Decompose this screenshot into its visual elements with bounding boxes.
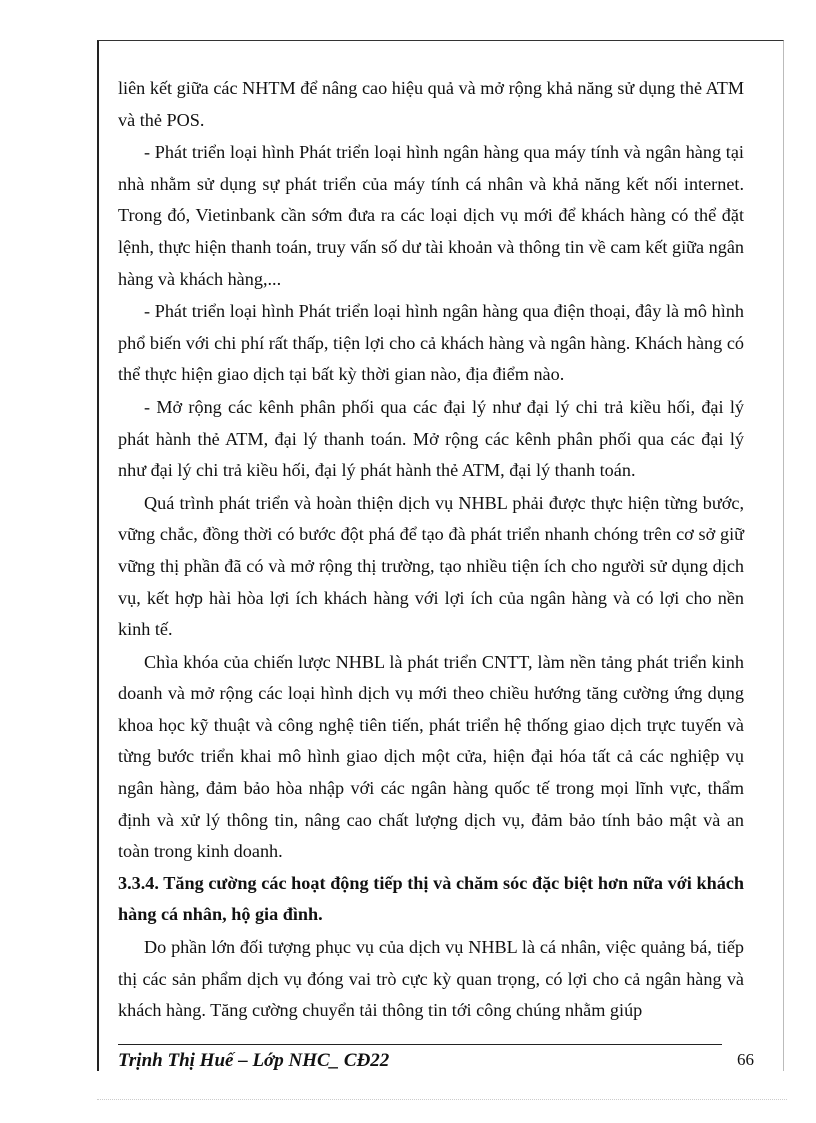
section-heading: 3.3.4. Tăng cường các hoạt động tiếp thị và chăm sóc đặc biệt hơn nữa với khách hàng cá nhân, hộ gia đình. (118, 872, 744, 925)
document-body (118, 73, 744, 1027)
paragraph-distribution-channels: - Mở rộng các kênh phân phối qua các đại lý như đại lý chi trả kiều hối, đại lý phát hành thẻ ATM, đại lý thanh toán. Mở rộng các kênh phân phối qua các đại lý như đại lý chi trả kiều hối, đại lý phát hành thẻ ATM, đại lý thanh toán. (118, 396, 744, 481)
footer-divider (118, 1044, 722, 1045)
paragraph-atm-pos: liên kết giữa các NHTM để nâng cao hiệu quả và mở rộng khả năng sử dụng thẻ ATM và thẻ POS. (118, 78, 744, 130)
bottom-dotted-rule (97, 1099, 787, 1100)
paragraph-phone-banking: - Phát triển loại hình Phát triển loại hình ngân hàng qua điện thoại, đây là mô hình phổ biến với chi phí rất thấp, tiện lợi cho cả khách hàng và ngân hàng. Khách hàng có thể thực hiện giao dịch tại bất kỳ thời gian nào, địa điểm nào. (118, 301, 744, 385)
footer-author: Trịnh Thị Huế – Lớp NHC_ CĐ22 (118, 1050, 390, 1071)
paragraph-it-strategy: Chìa khóa của chiến lược NHBL là phát triển CNTT, làm nền tảng phát triển kinh doanh và mở rộng các loại hình dịch vụ mới theo chiều hướng tăng cường ứng dụng khoa học kỹ thuật và công nghệ tiên tiến, phát triển hệ thống giao dịch trực tuyến và từng bước triển khai mô hình giao dịch một cửa, hiện đại hóa tất cả các nghiệp vụ ngân hàng, đảm bảo hòa nhập với các ngân hàng quốc tế trong mọi lĩnh vực, thẩm định và xử lý thông tin, nâng cao chất lượng dịch vụ, đảm bảo tính bảo mật và an toàn trong kinh doanh. (118, 651, 744, 862)
paragraph-computer-banking: - Phát triển loại hình Phát triển loại hình ngân hàng qua máy tính và ngân hàng tại nhà nhằm sử dụng sự phát triển của máy tính cá nhân và khả năng kết nối internet. Trong đó, Vietinbank cần sớm đưa ra các loại dịch vụ mới để khách hàng có thể đặt lệnh, thực hiện thanh toán, truy vấn số dư tài khoản và thông tin về cam kết giữa ngân hàng và khách hàng,... (118, 142, 744, 289)
paragraph-development-process: Quá trình phát triển và hoàn thiện dịch vụ NHBL phải được thực hiện từng bước, vững chắc, đồng thời có bước đột phá để tạo đà phát triển nhanh chóng trên cơ sở giữ vững thị phần đã có và mở rộng thị trường, tạo nhiều tiện ích cho người sử dụng dịch vụ, kết hợp hài hòa lợi ích khách hàng với lợi ích của ngân hàng và có lợi cho nền kinh tế. (118, 492, 744, 640)
page-number: 66 (737, 1050, 754, 1069)
paragraph-marketing: Do phần lớn đối tượng phục vụ của dịch vụ NHBL là cá nhân, việc quảng bá, tiếp thị các sản phẩm dịch vụ đóng vai trò cực kỳ quan trọng, có lợi cho cả ngân hàng và khách hàng. Tăng cường chuyển tải thông tin tới công chúng nhằm giúp (118, 937, 744, 1021)
